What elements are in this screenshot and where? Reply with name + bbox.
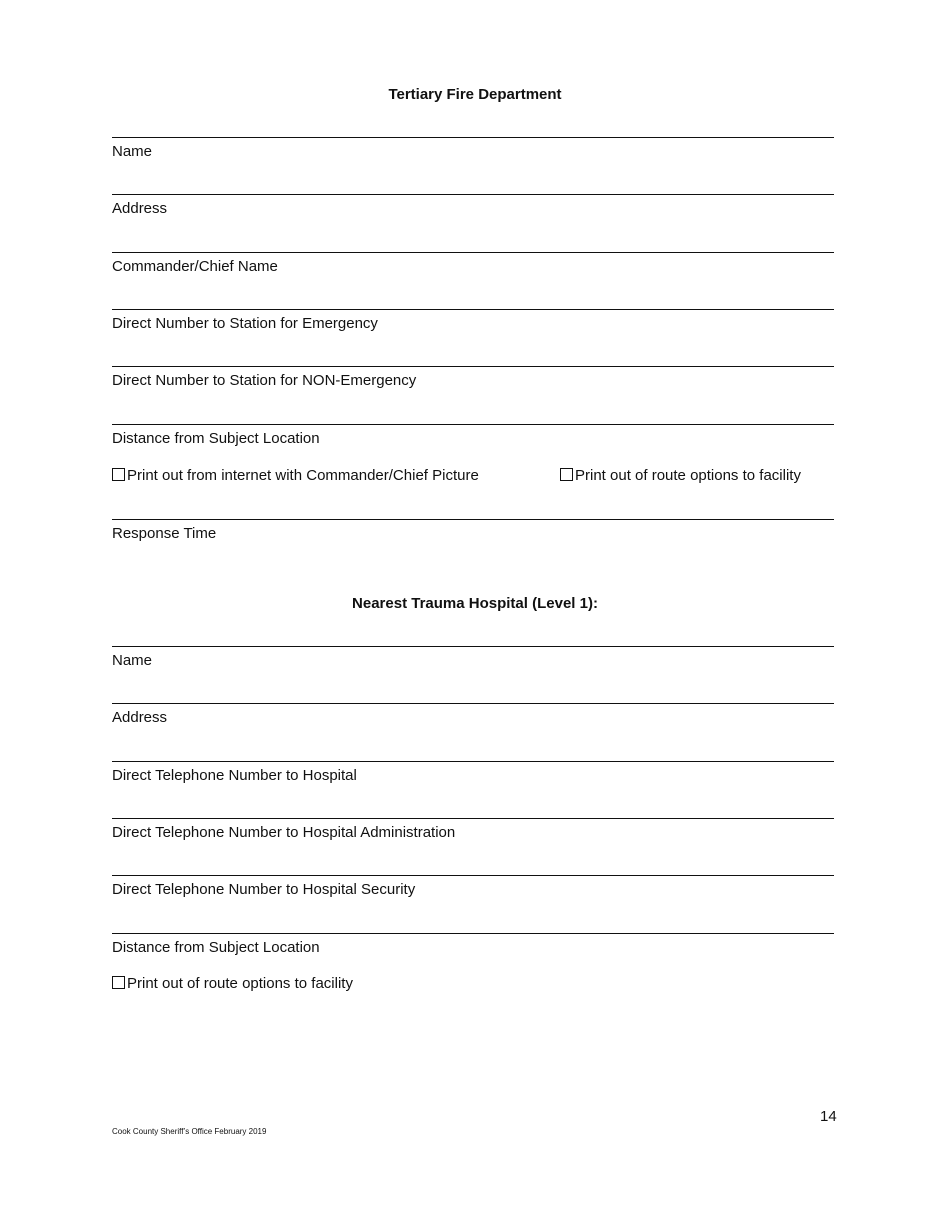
hospital-heading: Nearest Trauma Hospital (Level 1): (352, 595, 598, 612)
hospital-route-options-checkbox[interactable] (112, 975, 353, 993)
fire-department-heading: Tertiary Fire Department (388, 86, 562, 103)
hospital-security-phone-line[interactable] (112, 875, 834, 876)
fire-commander-line[interactable] (112, 252, 834, 253)
hospital-phone-line[interactable] (112, 761, 834, 762)
checkbox-icon (560, 468, 573, 481)
hospital-name-line[interactable] (112, 646, 834, 647)
hospital-security-phone-label: Direct Telephone Number to Hospital Security (112, 881, 416, 898)
hospital-address-label: Address (112, 709, 168, 726)
fire-response-time-label: Response Time (112, 525, 217, 542)
hospital-address-line[interactable] (112, 703, 834, 704)
hospital-admin-phone-label: Direct Telephone Number to Hospital Administration (112, 824, 456, 841)
checkbox-label: Print out of route options to facility (127, 975, 353, 992)
hospital-distance-label: Distance from Subject Location (112, 939, 320, 956)
fire-address-label: Address (112, 200, 168, 217)
fire-emergency-number-label: Direct Number to Station for Emergency (112, 315, 378, 332)
fire-commander-label: Commander/Chief Name (112, 258, 278, 275)
fire-distance-label: Distance from Subject Location (112, 430, 320, 447)
hospital-distance-line[interactable] (112, 933, 834, 934)
checkbox-icon (112, 468, 125, 481)
page-number: 14 (820, 1108, 837, 1125)
hospital-phone-label: Direct Telephone Number to Hospital (112, 767, 357, 784)
checkbox-icon (112, 976, 125, 989)
fire-commander-picture-checkbox[interactable] (112, 467, 479, 485)
fire-nonemergency-number-line[interactable] (112, 366, 834, 367)
fire-route-options-checkbox[interactable] (560, 467, 801, 485)
hospital-admin-phone-line[interactable] (112, 818, 834, 819)
fire-address-line[interactable] (112, 194, 834, 195)
checkbox-label: Print out from internet with Commander/Chief Picture (127, 467, 479, 484)
fire-name-label: Name (112, 143, 153, 160)
fire-response-time-line[interactable] (112, 519, 834, 520)
fire-name-line[interactable] (112, 137, 834, 138)
fire-distance-line[interactable] (112, 424, 834, 425)
fire-nonemergency-number-label: Direct Number to Station for NON-Emergency (112, 372, 417, 389)
hospital-name-label: Name (112, 652, 153, 669)
checkbox-label: Print out of route options to facility (575, 467, 801, 484)
fire-emergency-number-line[interactable] (112, 309, 834, 310)
footer-text: Cook County Sheriff’s Office February 2019 (112, 1127, 267, 1136)
